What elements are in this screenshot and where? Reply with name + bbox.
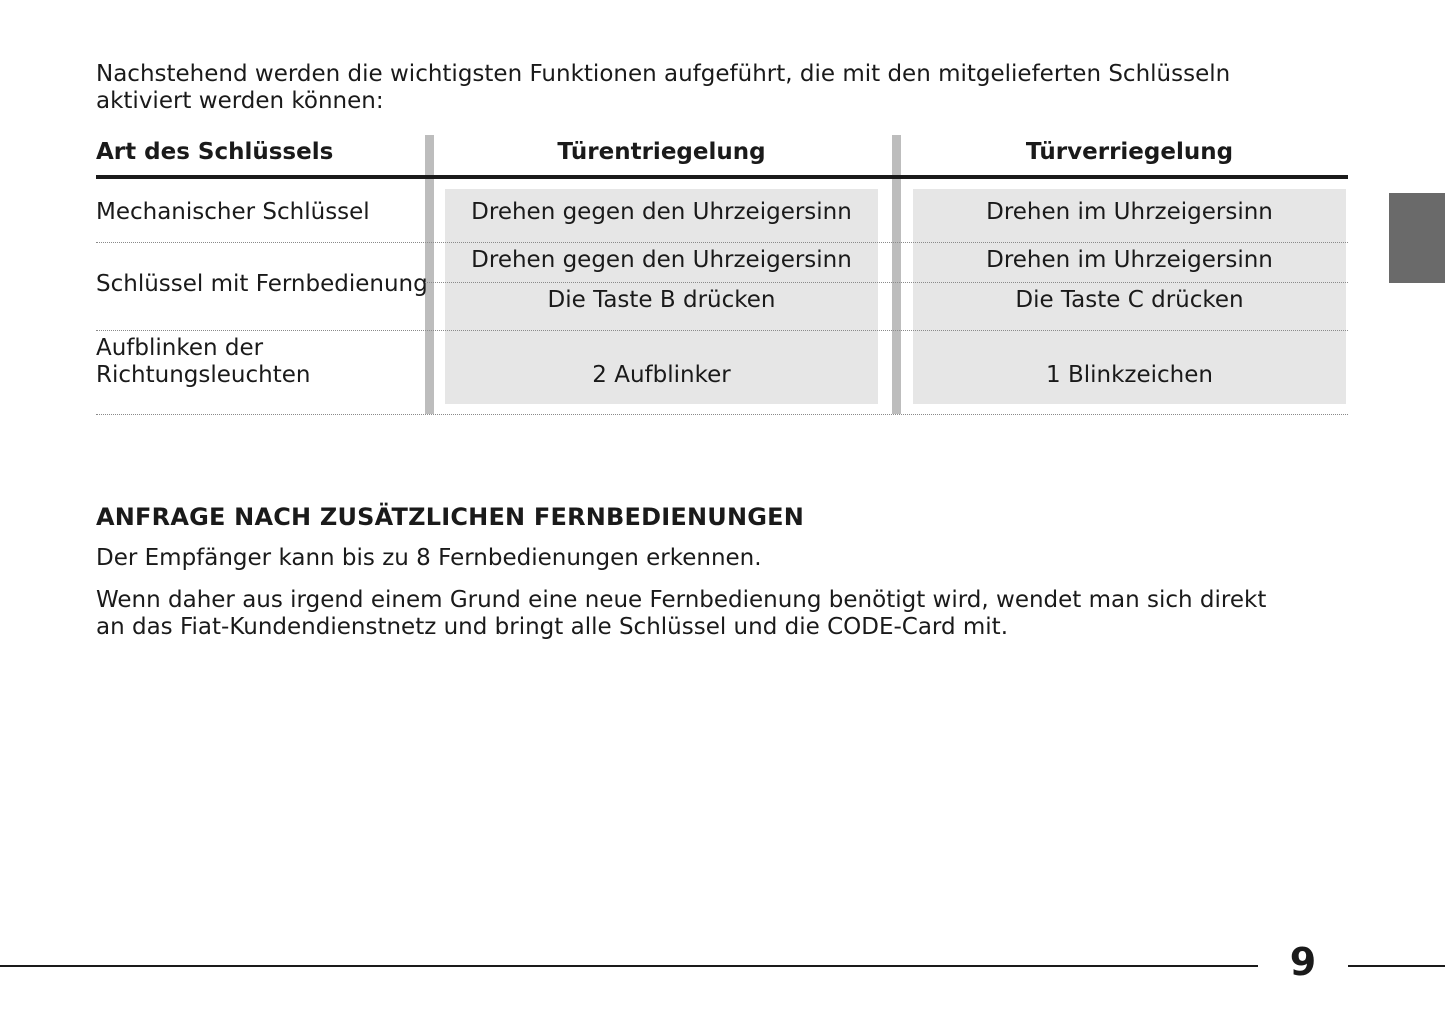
row2-unlock-line1: Drehen gegen den Uhrzeigersinn (471, 247, 852, 273)
row3-unlock: 2 Aufblinker (592, 362, 731, 388)
footer-rule-right (1348, 965, 1445, 967)
header-unlock: Türentriegelung (557, 139, 766, 165)
header-key-type: Art des Schlüssels (96, 139, 334, 165)
section-title: ANFRAGE NACH ZUSÄTZLICHEN FERNBEDIENUNGEN (96, 503, 805, 531)
footer-rule-left (0, 965, 1258, 967)
row3-lock: 1 Blinkzeichen (1046, 362, 1213, 388)
row2-lock-line2: Die Taste C drücken (1015, 287, 1244, 313)
row-subdivider (425, 282, 1348, 283)
header-lock: Türverriegelung (1025, 139, 1234, 165)
row3-key-type: Aufblinken der Richtungsleuchten (96, 335, 311, 388)
row1-unlock: Drehen gegen den Uhrzeigersinn (471, 199, 852, 225)
row-divider (96, 330, 1348, 331)
row2-key-type: Schlüssel mit Fernbedienung (96, 271, 428, 297)
table-bottom-rule (96, 414, 1348, 415)
row2-lock-line1: Drehen im Uhrzeigersinn (986, 247, 1273, 273)
row2-unlock-line2: Die Taste B drücken (547, 287, 776, 313)
row1-lock: Drehen im Uhrzeigersinn (986, 199, 1273, 225)
section-paragraph-2: Wenn daher aus irgend einem Grund eine neue Fernbedienung benötigt wird, wendet man sich direkt an das Fiat-Kundendienstnetz und bringt alle Schlüssel und die CODE-Card mit. (96, 587, 1267, 640)
row1-key-type: Mechanischer Schlüssel (96, 199, 370, 225)
key-functions-table (96, 135, 1348, 415)
intro-text: Nachstehend werden die wichtigsten Funktionen aufgeführt, die mit den mitgelieferten Schlüsseln aktiviert werden können: (96, 61, 1231, 114)
chapter-tab-marker (1389, 193, 1445, 283)
row-divider (96, 242, 1348, 243)
header-rule (96, 175, 1348, 179)
section-paragraph-1: Der Empfänger kann bis zu 8 Fernbedienungen erkennen. (96, 545, 762, 571)
page-number: 9 (1289, 940, 1317, 984)
